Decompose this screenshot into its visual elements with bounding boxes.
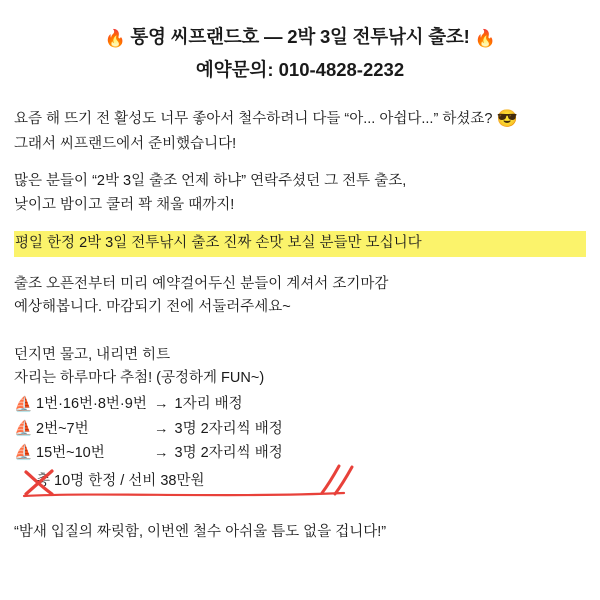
page-title-text: 통영 씨프랜드호 — 2박 3일 전투낚시 출조!	[130, 26, 470, 47]
sailboat-icon: ⛵	[14, 395, 33, 413]
seat-numbers: 15번~10번	[36, 444, 105, 461]
paragraph-seat-lottery	[14, 344, 586, 391]
fire-icon-left: 🔥	[104, 29, 126, 48]
sailboat-icon: ⛵	[14, 420, 33, 438]
fire-icon-right: 🔥	[474, 29, 496, 48]
closing-quote: “밤새 입질의 짜릿함, 이번엔 철수 아쉬울 틈도 없을 겁니다!”	[14, 523, 387, 540]
paragraph-demand-line-1: 많은 분들이 “2박 3일 출조 언제 하냐” 연락주셨던 그 전투 출조,	[14, 173, 407, 190]
paragraph-intro-line-1-text: 요즘 해 뜨기 전 활성도 너무 좋아서 철수하려니 다들 “아... 아쉽다...” 하셨죠?	[14, 111, 493, 128]
red-double-slash-icon	[314, 463, 360, 497]
spacer	[14, 334, 586, 344]
highlight-banner	[14, 231, 586, 256]
paragraph-intro-line-1	[14, 105, 586, 133]
paragraph-intro	[14, 105, 586, 156]
paragraph-demand	[14, 170, 586, 217]
paragraph-intro-line-2: 그래서 씨프랜드에서 준비했습니다!	[14, 135, 237, 152]
arrow-icon: →	[154, 420, 169, 437]
sunglasses-face-icon: 😎	[496, 109, 518, 129]
paragraph-demand-line-2: 낮이고 밤이고 쿨러 꽉 채울 때까지!	[14, 196, 235, 213]
seat-numbers: 2번~7번	[36, 420, 89, 437]
seat-allocation-text: 3명 2자리씩 배정	[174, 444, 283, 461]
arrow-icon: →	[154, 396, 169, 413]
header	[14, 24, 586, 83]
list-item	[14, 393, 586, 417]
paragraph-early-booking-line-1: 출조 오픈전부터 미리 예약걸어두신 분들이 계셔서 조기마감	[14, 275, 389, 292]
list-item	[14, 441, 586, 465]
paragraph-seat-lottery-line-2: 자리는 하루마다 추첨! (공정하게 FUN~)	[14, 370, 265, 387]
highlight-banner-text: 평일 한정 2박 3일 전투낚시 출조 진짜 손맛 보실 분들만 모십니다	[14, 231, 586, 256]
list-item	[14, 417, 586, 441]
page-title	[14, 24, 586, 52]
paragraph-seat-lottery-line-1: 던지면 물고, 내리면 히트	[14, 346, 171, 363]
sailboat-icon: ⛵	[14, 444, 33, 462]
body-content	[14, 105, 586, 544]
paragraph-early-booking-line-2: 예상해봅니다. 마감되기 전에 서둘러주세요~	[14, 299, 291, 316]
paragraph-early-booking	[14, 273, 586, 320]
seat-allocation-text: 1자리 배정	[174, 396, 243, 413]
reservation-contact: 예약문의: 010-4828-2232	[195, 58, 405, 80]
seat-allocation-text: 3명 2자리씩 배정	[174, 420, 283, 437]
arrow-icon: →	[154, 444, 169, 461]
capacity-and-price-row	[14, 469, 586, 495]
capacity-and-price-text: 총 10명 한정 / 선비 38만원	[36, 472, 205, 489]
seat-allocation-list	[14, 393, 586, 466]
seat-numbers: 1번·16번·8번·9번	[36, 396, 147, 413]
